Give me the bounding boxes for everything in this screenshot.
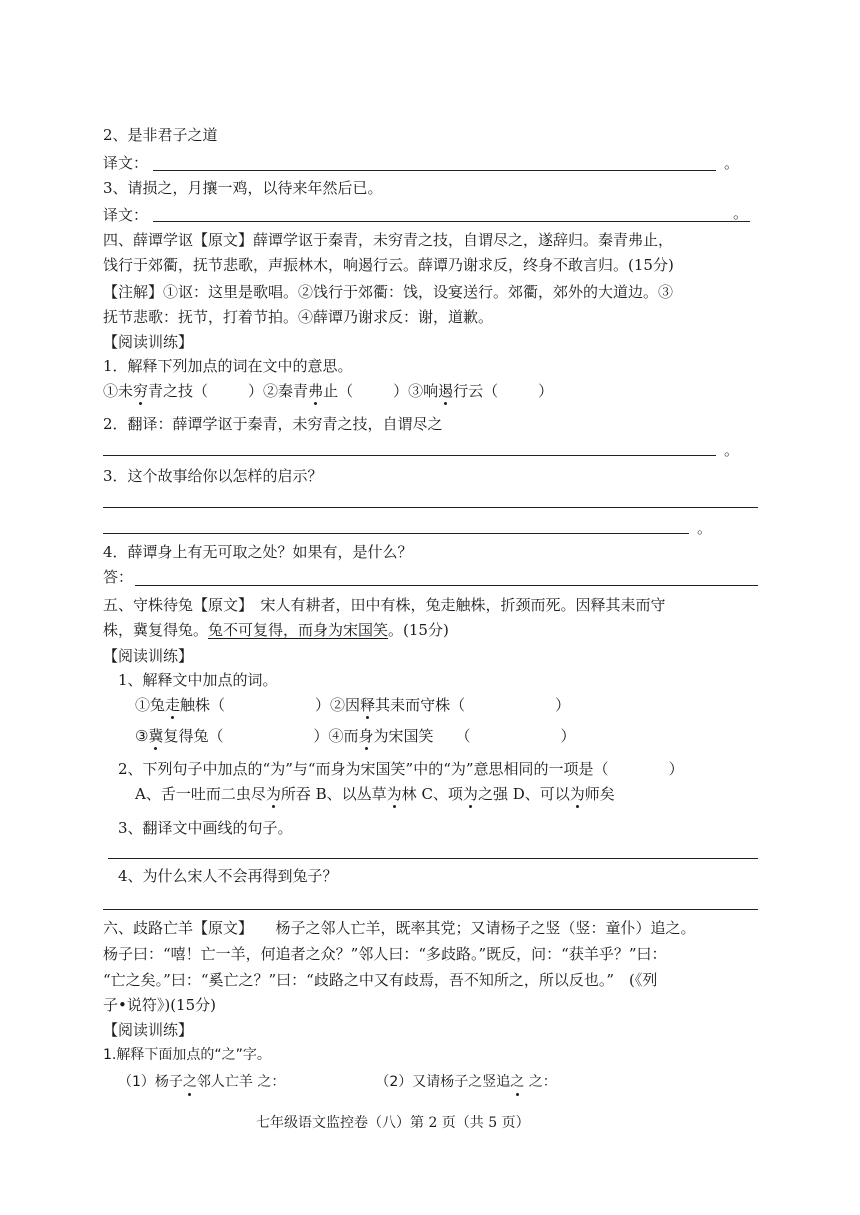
text: 邻人亡羊 之：	[196, 1074, 286, 1090]
s5-q1-row	[135, 726, 576, 746]
s6-text-line: 六、歧路亡羊【原文】 杨子之邻人亡羊，既率其党；又请杨子之竖（竖：童仆）追之。	[103, 919, 696, 937]
text: ）	[560, 727, 576, 745]
dotted-char: 穷	[133, 382, 149, 400]
s6-text-line: 子•说符》)(15分)	[103, 996, 216, 1014]
text: 止（	[323, 382, 354, 400]
dotted-char: 释	[360, 696, 376, 714]
dotted-char: 为	[462, 785, 478, 803]
text: ）	[538, 382, 554, 400]
text: 。(15分)	[388, 621, 449, 639]
text: 行云（	[453, 382, 499, 400]
s6-q1: 1.解释下面加点的“之”字。	[103, 1047, 271, 1063]
s6-training-heading: 【阅读训练】	[103, 1021, 194, 1039]
dotted-char: 之	[510, 1074, 525, 1090]
s6-text-line: 杨子曰：“嘻！亡一羊，何追者之众？”邻人曰：“多歧路。”既反，问：“获羊乎？”曰：	[103, 945, 667, 963]
text: 为宋国笑	[373, 727, 434, 745]
s4-q2: 2．翻译：薛谭学讴于秦青，未穷青之技，自谓尽之	[103, 415, 443, 433]
translation-blank[interactable]	[153, 170, 716, 171]
text: 青之技（	[148, 382, 209, 400]
dotted-char: 走	[165, 696, 181, 714]
text: 之强 D、可以	[477, 785, 570, 803]
s5-options	[135, 784, 615, 804]
text: 林 C、项	[401, 785, 463, 803]
text: ）	[555, 696, 571, 714]
text: 株，冀复得兔。	[103, 621, 209, 639]
dotted-char: 为	[386, 785, 402, 803]
text: ①兔	[135, 696, 166, 714]
s4-note: 【注解】①讴：这里是歌唱。②饯行于郊衢：饯，设宴送行。郊衢，郊外的大道边。③	[103, 283, 674, 301]
page-footer: 七年级语文监控卷（八）第 2 页（共 5 页）	[256, 1115, 530, 1131]
text: 复得兔（	[163, 727, 224, 745]
s4-text-line: 饯行于郊衢，抚节悲歌，声振林木，响遏行云。薛谭乃谢求反，终身不敢言归。(15分)	[103, 256, 674, 274]
s4-q3: 3．这个故事给你以怎样的启示？	[103, 467, 323, 485]
end-mark: 。	[733, 204, 749, 222]
answer-blank[interactable]	[103, 909, 758, 910]
end-mark: 。	[697, 519, 713, 537]
text: 师矣	[584, 785, 615, 803]
translation-blank[interactable]	[153, 221, 750, 222]
text: （	[455, 727, 471, 745]
text: 之：	[524, 1074, 557, 1090]
text: ）③响	[393, 382, 439, 400]
s5-training-heading: 【阅读训练】	[103, 647, 194, 665]
s4-q4: 4．薛谭身上有无可取之处？如果有，是什么？	[103, 543, 413, 561]
text: ）②因	[315, 696, 361, 714]
s6-q1-items	[118, 1072, 557, 1092]
text: ）④而	[313, 727, 359, 745]
text: ①未	[103, 382, 134, 400]
q2-title: 2、是非君子之道	[103, 126, 218, 144]
s5-q2	[118, 759, 684, 779]
translation-label: 译文：	[103, 154, 149, 172]
answer-blank[interactable]	[108, 858, 758, 859]
text: 所吞 B、以丛草	[280, 785, 387, 803]
text: 触株（	[180, 696, 226, 714]
q3-title: 3、请损之，月攘一鸡，以待来年然后已。	[103, 179, 383, 197]
text: ）	[668, 760, 684, 778]
s5-text-line	[103, 620, 449, 640]
text: 其耒而守株（	[375, 696, 466, 714]
s4-note: 抚节悲歌：抚节，打着节拍。④薛谭乃谢求反：谢，道歉。	[103, 308, 494, 326]
answer-blank[interactable]	[103, 533, 689, 534]
text: （1）杨子	[118, 1074, 183, 1090]
s5-text-line: 五、守株待兔【原文】 宋人有耕者，田中有株，兔走触株，折颈而死。因释其耒而守	[103, 596, 666, 614]
end-mark: 。	[724, 441, 740, 459]
dotted-char: 之	[182, 1074, 197, 1090]
s5-q1: 1、解释文中加点的词。	[118, 671, 278, 689]
answer-blank[interactable]	[103, 455, 716, 456]
dotted-char: 弗	[308, 382, 324, 400]
s4-training-heading: 【阅读训练】	[103, 333, 194, 351]
text: 2、下列句子中加点的“为”与“而身为宋国笑”中的“为”意思相同的一项是（	[118, 760, 609, 778]
dotted-char: 为	[569, 785, 585, 803]
translation-label: 译文：	[103, 206, 149, 224]
text: A、舌一吐而二虫尽	[135, 785, 266, 803]
s5-q1-row	[135, 695, 570, 715]
dotted-char: 遏	[438, 382, 454, 400]
s4-text-line: 四、薛谭学讴【原文】薛谭学讴于秦青，未穷青之技，自谓尽之，遂辞归。秦青弗止，	[103, 231, 674, 249]
end-mark: 。	[724, 154, 740, 172]
s4-q1-items	[103, 381, 553, 401]
dotted-char: 身	[358, 727, 374, 745]
s5-q3: 3、翻译文中画线的句子。	[118, 819, 293, 837]
answer-blank[interactable]	[103, 507, 758, 508]
s4-q1: 1．解释下列加点的词在文中的意思。	[103, 357, 353, 375]
dotted-char: 冀	[148, 727, 164, 745]
text: （2）又请杨子之竖追	[375, 1074, 511, 1090]
answer-label: 答：	[103, 568, 134, 586]
s6-text-line: “亡之矣。”曰：“奚亡之？”曰：“歧路之中又有歧焉，吾不知所之，所以反也。” (《列	[103, 971, 658, 989]
text: ③	[135, 727, 149, 745]
dotted-char: 为	[265, 785, 281, 803]
text: ）②秦青	[248, 382, 309, 400]
s5-q4: 4、为什么宋人不会再得到兔子？	[118, 867, 338, 885]
underlined-sentence: 兔不可复得，而身为宋国笑	[208, 621, 389, 639]
answer-blank[interactable]	[135, 585, 758, 586]
